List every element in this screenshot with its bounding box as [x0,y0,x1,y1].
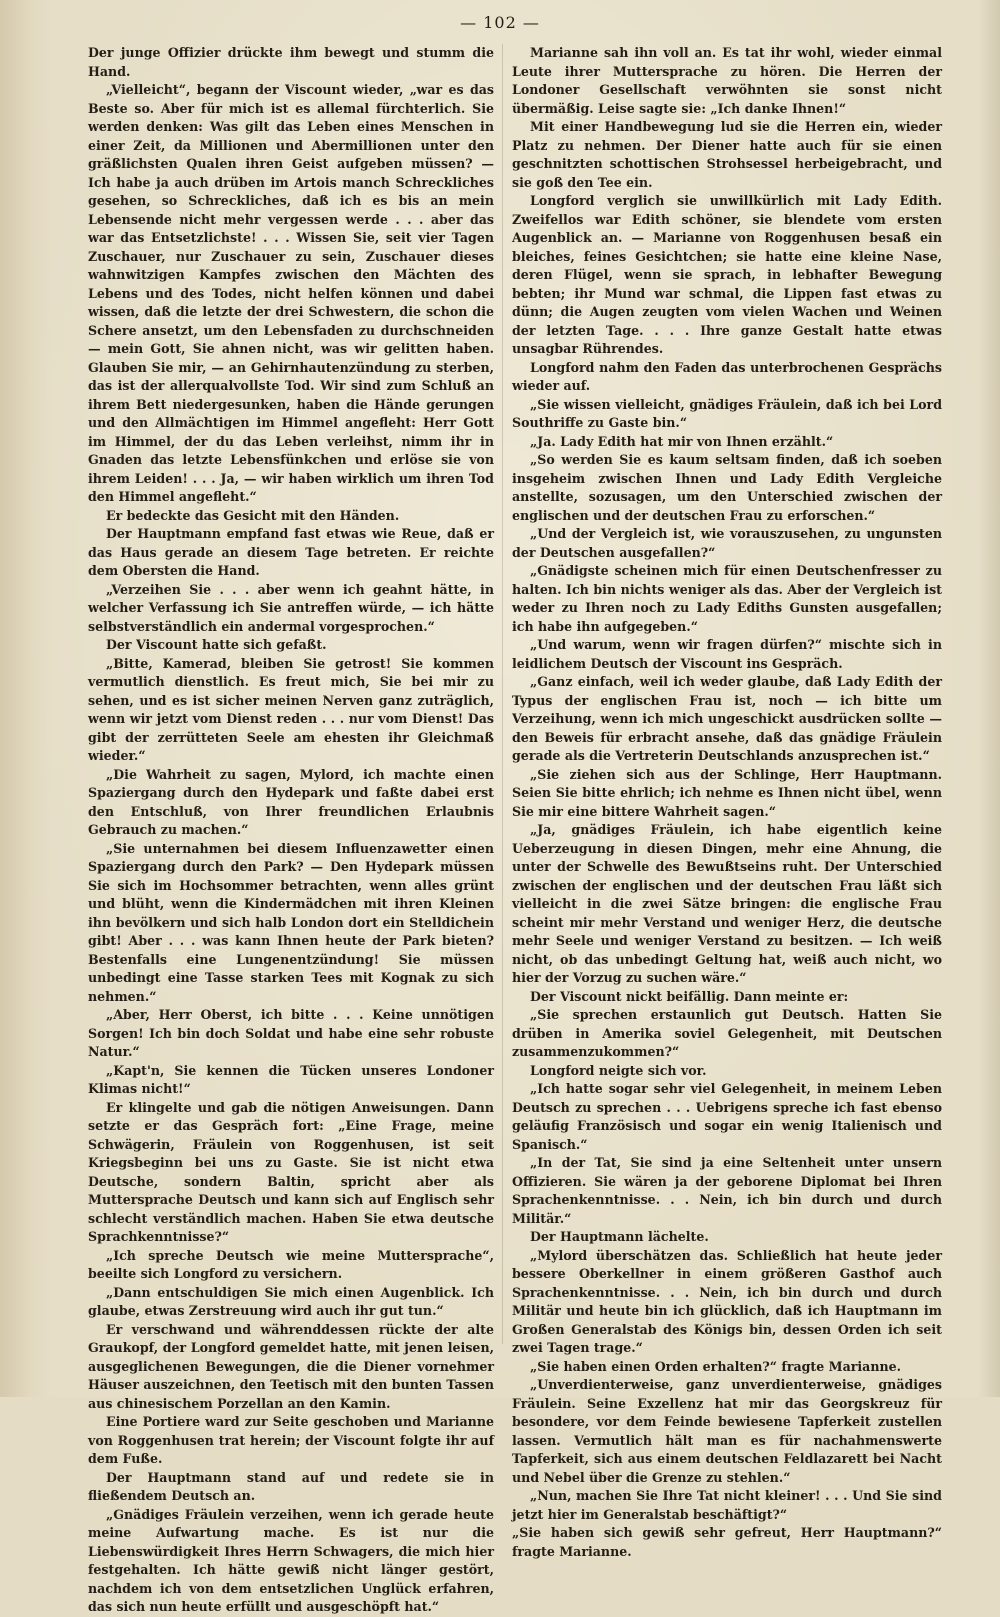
paragraph: Marianne sah ihn voll an. Es tat ihr wohl, wieder einmal Leute ihrer Muttersprache zu hören. Die Herren der Londoner Gesellschaft verwöhnten sie sonst nicht übermäßig. Leise sagte sie: „Ich danke Ihnen!“ [512,45,942,116]
paragraph: „Sie ziehen sich aus der Schlinge, Herr Hauptmann. Seien Sie bitte ehrlich; ich nehme es Ihnen nicht übel, wenn Sie mir eine bittere Wahrheit sagen.“ [512,766,942,819]
paragraph: Der junge Offizier drückte ihm bewegt und stumm die Hand. [88,45,494,79]
paragraph: „Verzeihen Sie . . . aber wenn ich geahnt hätte, in welcher Verfassung ich Sie antreffen würde, — ich hätte selbstverständlich ein andermal vorgesprochen.“ [88,581,494,634]
paragraph: „Und warum, wenn wir fragen dürfen?“ mischte sich in leidlichem Deutsch der Viscount ins Gespräch. [512,637,942,671]
paragraph: „Ich spreche Deutsch wie meine Muttersprache“, beeilte sich Longford zu versichern. [88,1247,494,1281]
paragraph: „Sie haben einen Orden erhalten?“ fragte Marianne. [530,1358,902,1374]
paragraph: „Nun, machen Sie Ihre Tat nicht kleiner! . . . Und Sie sind jetzt hier im Generalstab beschäftigt?“ [512,1488,942,1522]
paragraph: Longford nahm den Faden das unterbrochenen Gesprächs wieder auf. [512,359,942,393]
paragraph: Eine Portiere ward zur Seite geschoben und Marianne von Roggenhusen trat herein; der Viscount folgte ihr auf dem Fuße. [88,1414,494,1466]
paragraph: „Unverdienterweise, ganz unverdienterweise, gnädiges Fräulein. Seine Exzellenz hat mir das Georgskreuz für besondere, vor dem Feinde bewiesene Tapferkeit zustellen lassen. Vermutlich hält man es für nachahmenswerte Tapferkeit, sich aus einem deutschen Feldlazarett bei Nacht und Nebel über die Grenze zu stehlen.“ [512,1377,942,1485]
page-edge-shadow [0,0,52,1397]
paragraph: „Sie haben sich gewiß sehr gefreut, Herr Hauptmann?“ fragte Marianne. [512,1525,942,1559]
paragraph: Er klingelte und gab die nötigen Anweisungen. Dann setzte er das Gespräch fort: „Eine Frage, meine Schwägerin, Fräulein von Roggenhusen, ist seit Kriegsbeginn bei uns zu Gaste. Sie ist nicht etwa Deutsche, sondern Baltin, spricht aber als Muttersprache Deutsch und kann sich auf Englisch sehr schlecht verständlich machen. Haben Sie etwa deutsche Sprachkenntnisse?“ [88,1099,494,1244]
right-column [512,44,942,1559]
paragraph: Der Viscount hatte sich gefaßt. [106,637,327,652]
paragraph: Der Viscount nickt beifällig. Dann meinte er: [530,988,849,1004]
column-divider [502,44,503,1344]
paragraph: „Sie unternahmen bei diesem Influenzawetter einen Spaziergang durch den Park? — Den Hydepark müssen Sie sich im Hochsommer betrachten, wenn alles grünt und blüht, wenn die Kindermädchen mit ihren Kleinen ihn bevölkern und sich halb London dort ein Stelldichein gibt! Aber . . . was kann Ihnen heute der Park bieten? Bestenfalls eine Lungenentzündung! Sie müssen unbedingt eine Tasse starken Tees mit Kognak zu sich nehmen.“ [88,840,494,1004]
paragraph: „Sie sprechen erstaunlich gut Deutsch. Hatten Sie drüben in Amerika soviel Gelegenheit, mit Deutschen zusammenzukommen?“ [512,1007,942,1059]
paragraph: „Ganz einfach, weil ich weder glaube, daß Lady Edith der Typus der englischen Frau ist, noch — ich bitte um Verzeihung, wenn ich mich ungeschickt ausdrücken sollte — den Beweis für erbracht ansehe, daß das gnädige Fräulein gerade als die Vertreterin Deutschlands anzusprechen ist.“ [512,674,942,763]
paragraph: „Gnädiges Fräulein verzeihen, wenn ich gerade heute meine Aufwartung mache. Es ist nur die Liebenswürdigkeit Ihres Herrn Schwagers, die mich hier festgehalten. Ich hätte gewiß nicht länger gestört, nachdem ich von dem entsetzlichen Unglück erfahren, das sich nun heute erfüllt und ausgeschöpft hat.“ [88,1506,494,1614]
paragraph: „Und der Vergleich ist, wie vorauszusehen, zu ungunsten der Deutschen ausgefallen?“ [512,526,942,560]
paragraph: Der Hauptmann stand auf und redete sie in fließendem Deutsch an. [88,1469,494,1503]
paragraph: „Ich hatte sogar sehr viel Gelegenheit, in meinem Leben Deutsch zu sprechen . . . Uebrigens spreche ich fast ebenso geläufig Französisch und sogar ein wenig Italienisch und Spanisch.“ [512,1081,942,1152]
paragraph: „Dann entschuldigen Sie mich einen Augenblick. Ich glaube, etwas Zerstreuung wird auch ihr gut tun.“ [88,1284,494,1318]
paragraph: „Sie wissen vielleicht, gnädiges Fräulein, daß ich bei Lord Southriffe zu Gaste bin.“ [512,396,942,430]
paragraph: Er bedeckte das Gesicht mit den Händen. [106,507,400,523]
paragraph: „Die Wahrheit zu sagen, Mylord, ich machte einen Spaziergang durch den Hydepark und faßte dabei erst den Entschluß, von Ihrer freundlichen Erlaubnis Gebrauch zu machen.“ [88,766,494,837]
paragraph: „Vielleicht“, begann der Viscount wieder, „war es das Beste so. Aber für mich ist es allemal fürchterlich. Sie werden denken: Was gilt das Leben eines Menschen in einer Zeit, da Millionen und Abermillionen unter den gräßlichsten Qualen ihren Geist aufgeben müssen? — Ich habe ja auch drüben im Artois manch Schreckliches gesehen, so Schreckliches, daß ich es bis an mein Lebensende nicht mehr vergessen werde . . . aber das war das Entsetzlichste! . . . Wissen Sie, seit vier Tagen Zuschauer, nur Zuschauer zu sein, Zuschauer dieses wahnwitzigen Kampfes zwischen den Mächten des Lebens und des Todes, nicht helfen können und dabei wissen, daß die letzte der drei Schwestern, die schon die Schere ansetzt, um den Lebensfaden zu durchschneiden — mein Gott, Sie ahnen nicht, was wir gelitten haben. Glauben Sie mir, — an Gehirnhautenzündung zu sterben, das ist der allerqualvollste Tod. Wir sind zum Schluß an ihrem Bett niedergesunken, haben die Hände gerungen und den Allmächtigen im Himmel angefleht: Herr Gott im Himmel, der du das Leben verleihst, nimm ihr in Gnaden das letzte Lebensfünkchen und erlöse sie von ihrem Leiden! . . . Ja, — wir haben wirklich um ihren Tod den Himmel angefleht.“ [88,82,494,504]
paragraph: „Ja. Lady Edith hat mir von Ihnen erzählt.“ [530,433,834,449]
paragraph: Longford verglich sie unwillkürlich mit Lady Edith. Zweifellos war Edith schöner, sie blendete vom ersten Augenblick an. — Marianne von Roggenhusen besaß ein bleiches, feines Gesichtchen; sie hatte eine kleine Nase, deren Flügel, wenn sie sprach, in lebhafter Bewegung bebten; ihr Mund war schmal, die Lippen fast etwas zu dünn; die Augen zeugten vom vielen Wachen und Weinen der letzten Tage. . . . Ihre ganze Gestalt hatte etwas unsagbar Rührendes. [512,193,942,356]
paragraph: Der Hauptmann lächelte. [530,1229,709,1244]
page-number: — 102 — [460,13,540,32]
paragraph: Er verschwand und währenddessen rückte der alte Graukopf, der Longford gemeldet hatte, mit jenen leisen, ausgeglichenen Bewegungen, die die Diener vornehmer Häuser auszeichnen, den Teetisch mit den bunten Tassen aus chinesischem Porzellan an den Kamin. [88,1321,494,1411]
paragraph: „Ja, gnädiges Fräulein, ich habe eigentlich keine Ueberzeugung in diesen Dingen, mehr eine Ahnung, die unter der Schwelle des Bewußtseins ruht. Der Unterschied zwischen der englischen und der deutschen Frau läßt sich vielleicht in die zwei Sätze bringen: die englische Frau scheint mir mehr Verstand und weniger Herz, die deutsche mehr Seele und weniger Verstand zu besitzen. — Ich weiß nicht, ob das unbedingt Geltung hat, weiß auch nicht, wo hier der Vorzug zu suchen wäre.“ [512,822,942,985]
paragraph: „So werden Sie es kaum seltsam finden, daß ich soeben insgeheim zwischen Ihnen und Lady Edith Vergleiche anstellte, sozusagen, um den Unterschied zwischen der englischen und der deutschen Frau zu erforschen.“ [512,452,942,523]
paragraph: „Aber, Herr Oberst, ich bitte . . . Keine unnötigen Sorgen! Ich bin doch Soldat und habe eine sehr robuste Natur.“ [88,1007,494,1059]
paragraph: „Mylord überschätzen das. Schließlich hat heute jeder bessere Oberkellner in einem größeren Gasthof auch Sprachenkenntnisse. . . Nein, ich bin durch und durch Militär und heute bin ich glücklich, daß ich Hauptmann im Großen Generalstab des Königs bin, dessen Orden ich seit zwei Tagen trage.“ [512,1247,942,1355]
paragraph: Longford neigte sich vor. [530,1062,707,1078]
paragraph: „In der Tat, Sie sind ja eine Seltenheit unter unsern Offizieren. Sie wären ja der geborene Diplomat bei Ihren Sprachenkenntnisse. . . Nein, ich bin durch und durch Militär.“ [512,1155,942,1226]
paragraph: „Kapt'n, Sie kennen die Tücken unseres Londoner Klimas nicht!“ [88,1062,494,1096]
paragraph: „Bitte, Kamerad, bleiben Sie getrost! Sie kommen vermutlich dienstlich. Es freut mich, Sie bei mir zu sehen, und es ist sicher meinen Nerven ganz zuträglich, wenn wir jetzt vom Dienst reden . . . nur vom Dienst! Das gibt der zerrütteten Seele am ehesten ihr Gleichmaß wieder.“ [88,655,494,763]
paragraph: Mit einer Handbewegung lud sie die Herren ein, wieder Platz zu nehmen. Der Diener hatte auch für sie einen geschnitzten schottischen Strohsessel herbeigebracht, und sie goß den Tee ein. [512,119,942,190]
left-column [88,44,494,1614]
paragraph: Der Hauptmann empfand fast etwas wie Reue, daß er das Haus gerade an diesem Tage betreten. Er reichte dem Obersten die Hand. [88,526,494,578]
page-edge-right [978,0,1000,1397]
paragraph: „Gnädigste scheinen mich für einen Deutschenfresser zu halten. Ich bin nichts weniger als das. Aber der Vergleich ist weder zu Ihren noch zu Lady Ediths Gunsten ausgefallen; ich habe ihn aufgegeben.“ [512,563,942,634]
